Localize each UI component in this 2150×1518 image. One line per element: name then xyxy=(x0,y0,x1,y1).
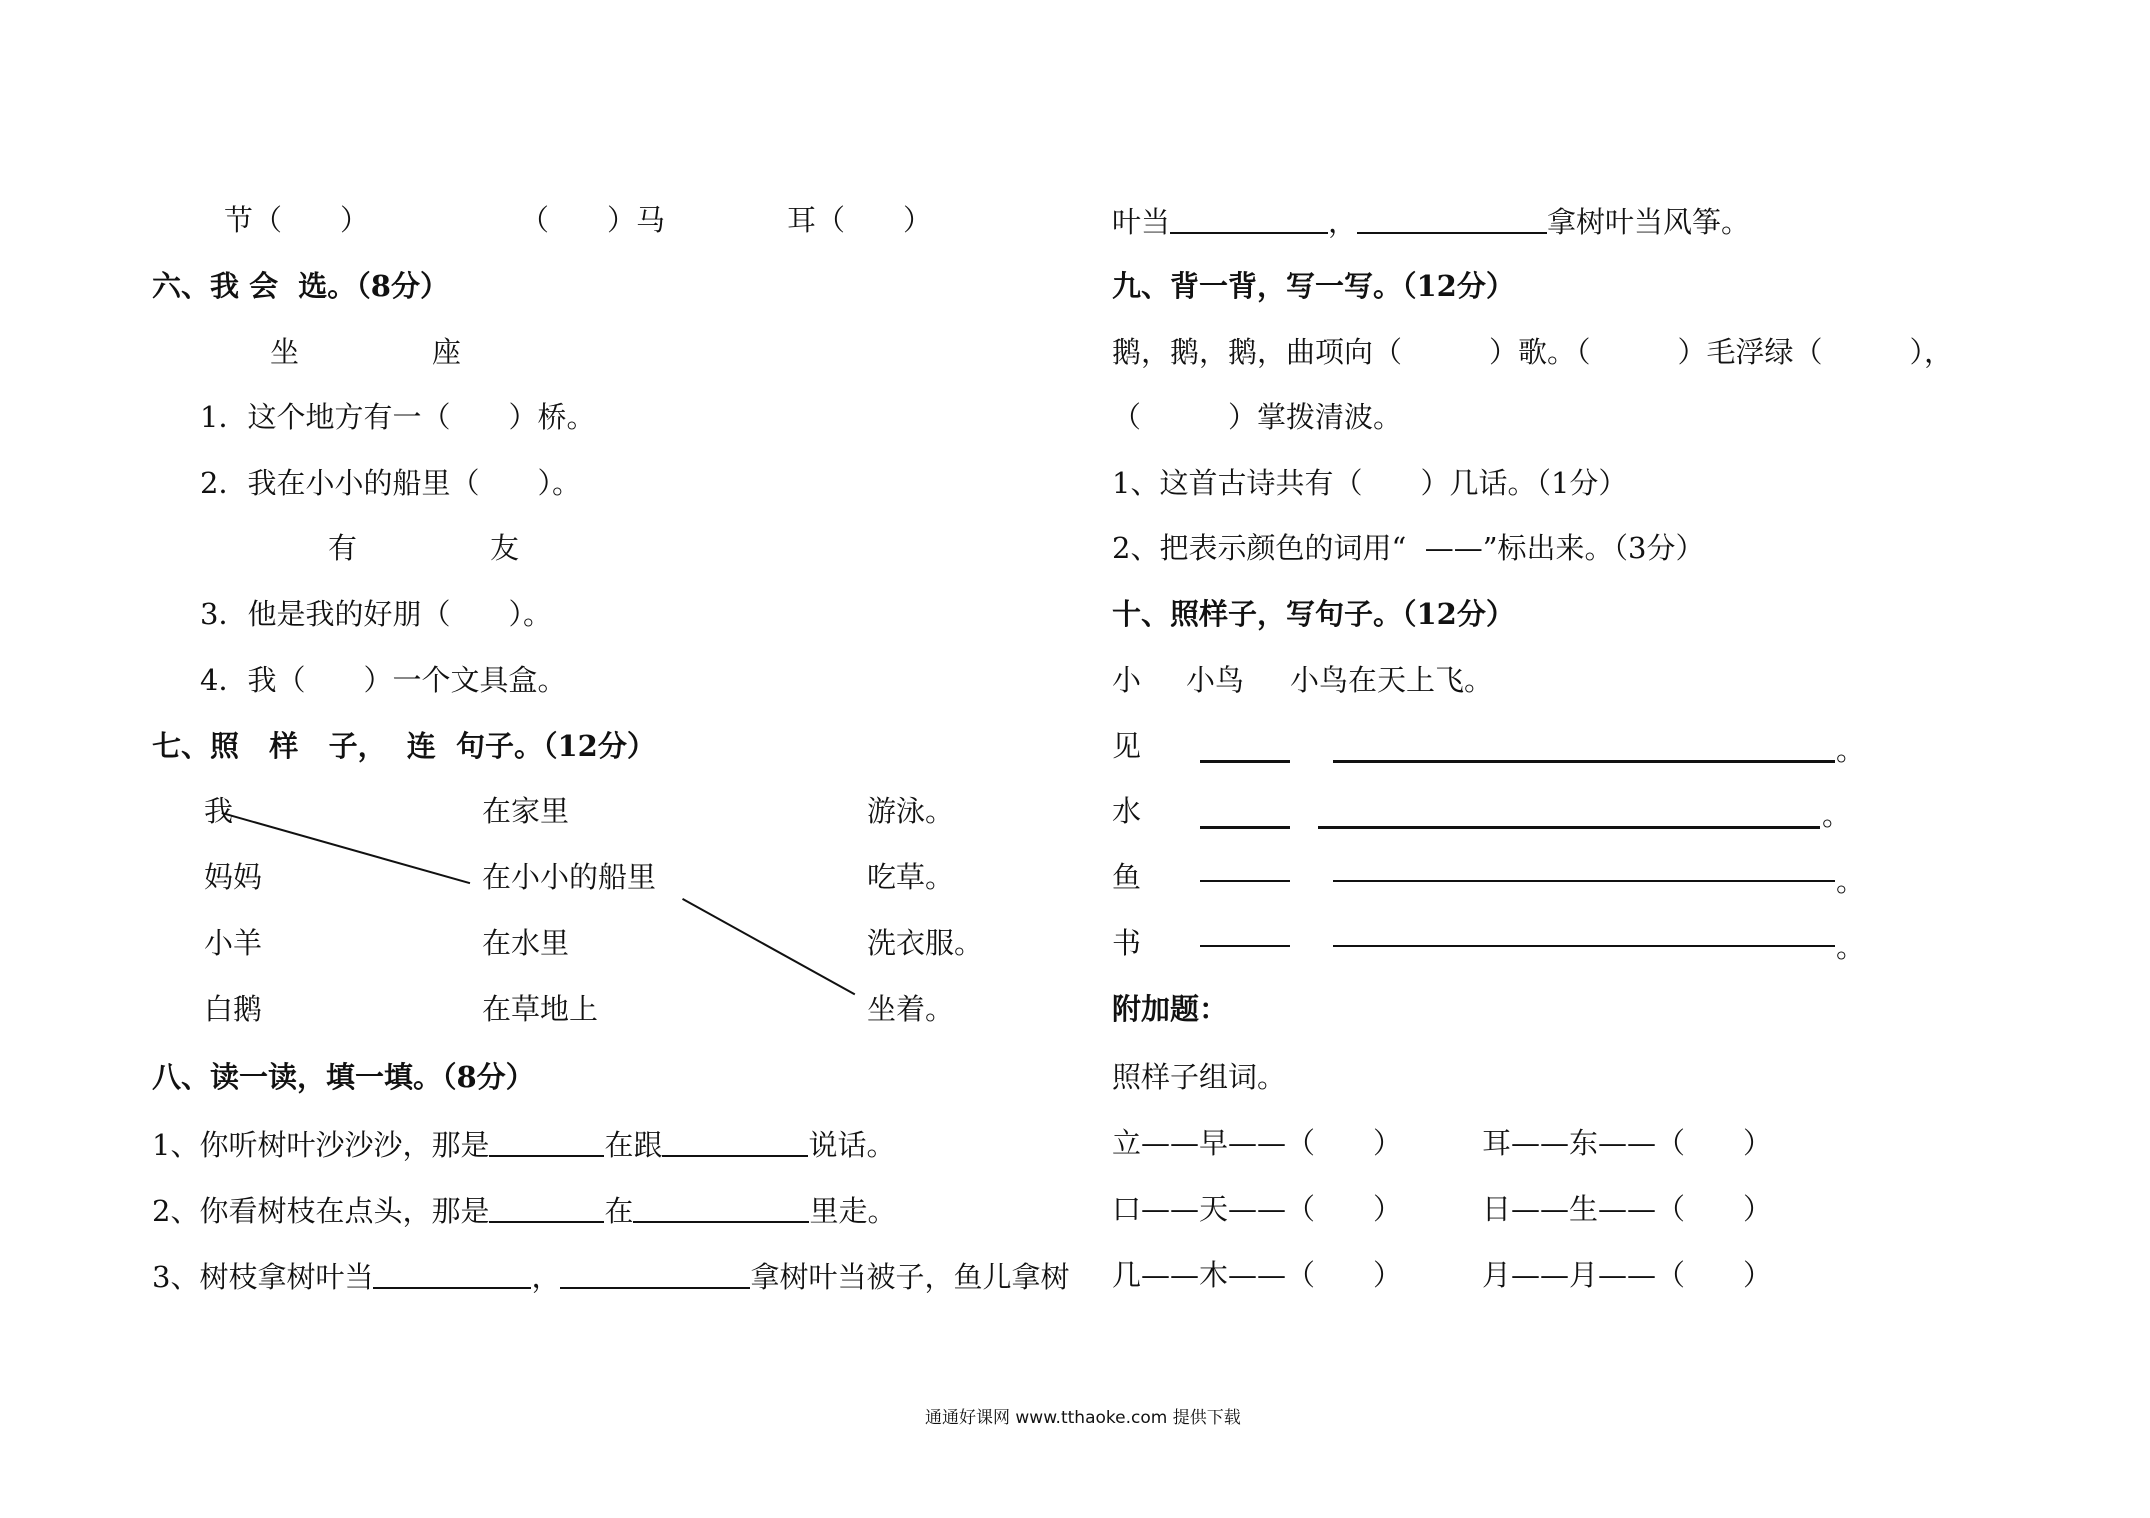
word-chain-row: 几——木——（ ） xyxy=(1112,1258,1403,1292)
period: 。 xyxy=(1822,798,1852,832)
word-blank xyxy=(1200,880,1290,882)
sentence-blank xyxy=(1333,760,1835,763)
match-place: 在草地上 xyxy=(482,992,599,1026)
match-place: 在家里 xyxy=(482,794,570,828)
sentence-blank xyxy=(1333,945,1835,947)
footer-credit: 通通好课网 www.tthaoke.com 提供下载 xyxy=(925,1408,1241,1428)
match-subject: 妈妈 xyxy=(204,860,263,894)
word-chain-row: 耳——东——（ ） xyxy=(1482,1126,1773,1160)
section-8-question-3-continued: 叶当 ， 拿树叶当风筝。 xyxy=(1112,205,1751,239)
section-6-question-4: 4．我（ ）一个文具盒。 xyxy=(200,663,567,697)
section-6-question-3: 3．他是我的好朋（ ）。 xyxy=(200,597,552,631)
section-8-question-2: 2、你看树枝在点头，那是 在 里走。 xyxy=(152,1194,897,1228)
match-place: 在小小的船里 xyxy=(482,860,657,894)
section-8-heading: 八、读一读，填一填。（8分） xyxy=(152,1060,535,1094)
choice-word-you2: 友 xyxy=(490,531,520,565)
extra-heading: 附加题： xyxy=(1112,992,1229,1026)
period: 。 xyxy=(1836,864,1866,898)
word-chain-row: 口——天——（ ） xyxy=(1112,1192,1403,1226)
section-9-question-2: 2、把表示颜色的词用“ ——”标出来。（3分） xyxy=(1112,531,1705,565)
match-subject: 白鹅 xyxy=(204,992,263,1026)
match-action: 坐着。 xyxy=(867,992,955,1026)
poem-line-1: 鹅，鹅，鹅，曲项向（ ）歌。（ ）毛浮绿（ ）， xyxy=(1112,335,1954,369)
section-8-question-3: 3、树枝拿树叶当 ， 拿树叶当被子，鱼儿拿树 xyxy=(152,1260,1070,1294)
choice-word-zuo: 坐 xyxy=(270,335,300,369)
practice-char: 水 xyxy=(1112,794,1142,828)
match-place: 在水里 xyxy=(482,926,570,960)
fill-word-ma: （ ）马 xyxy=(520,203,666,237)
example-char: 小 xyxy=(1112,663,1142,697)
section-8-question-1: 1、你听树叶沙沙沙，那是 在跟 说话。 xyxy=(152,1128,896,1162)
sentence-blank xyxy=(1318,826,1820,829)
example-connect-line-2 xyxy=(682,898,855,995)
example-sentence: 小鸟在天上飞。 xyxy=(1290,663,1494,697)
word-chain-row: 立——早——（ ） xyxy=(1112,1126,1403,1160)
match-action: 吃草。 xyxy=(867,860,955,894)
poem-line-2: （ ）掌拨清波。 xyxy=(1112,400,1403,434)
choice-word-zuo2: 座 xyxy=(432,335,462,369)
match-action: 洗衣服。 xyxy=(867,926,984,960)
match-subject: 我 xyxy=(204,794,234,828)
section-6-question-2: 2．我在小小的船里（ ）。 xyxy=(200,466,581,500)
choice-word-you: 有 xyxy=(328,531,358,565)
section-9-question-1: 1、这首古诗共有（ ）几话。（1分） xyxy=(1112,466,1628,500)
word-chain-row: 日——生——（ ） xyxy=(1482,1192,1773,1226)
period: 。 xyxy=(1836,733,1866,767)
sentence-blank xyxy=(1333,880,1835,882)
match-action: 游泳。 xyxy=(867,794,955,828)
practice-char: 书 xyxy=(1112,926,1142,960)
word-blank xyxy=(1200,826,1290,829)
section-6-heading: 六、我 会 选。（8分） xyxy=(152,269,449,303)
section-9-heading: 九、背一背，写一写。（12分） xyxy=(1112,269,1515,303)
practice-char: 鱼 xyxy=(1112,860,1142,894)
section-6-question-1: 1．这个地方有一（ ）桥。 xyxy=(200,400,596,434)
word-blank xyxy=(1200,945,1290,947)
word-blank xyxy=(1200,760,1290,763)
extra-instruction: 照样子组词。 xyxy=(1112,1060,1287,1094)
word-chain-row: 月——月——（ ） xyxy=(1482,1258,1773,1292)
fill-word-er: 耳（ ） xyxy=(787,203,933,237)
section-7-heading: 七、照 样 子， 连 句子。（12分） xyxy=(152,729,656,763)
period: 。 xyxy=(1836,930,1866,964)
match-subject: 小羊 xyxy=(204,926,263,960)
example-word: 小鸟 xyxy=(1186,663,1245,697)
section-10-heading: 十、照样子，写句子。（12分） xyxy=(1112,597,1515,631)
practice-char: 见 xyxy=(1112,729,1142,763)
fill-word-jie: 节（ ） xyxy=(224,203,370,237)
